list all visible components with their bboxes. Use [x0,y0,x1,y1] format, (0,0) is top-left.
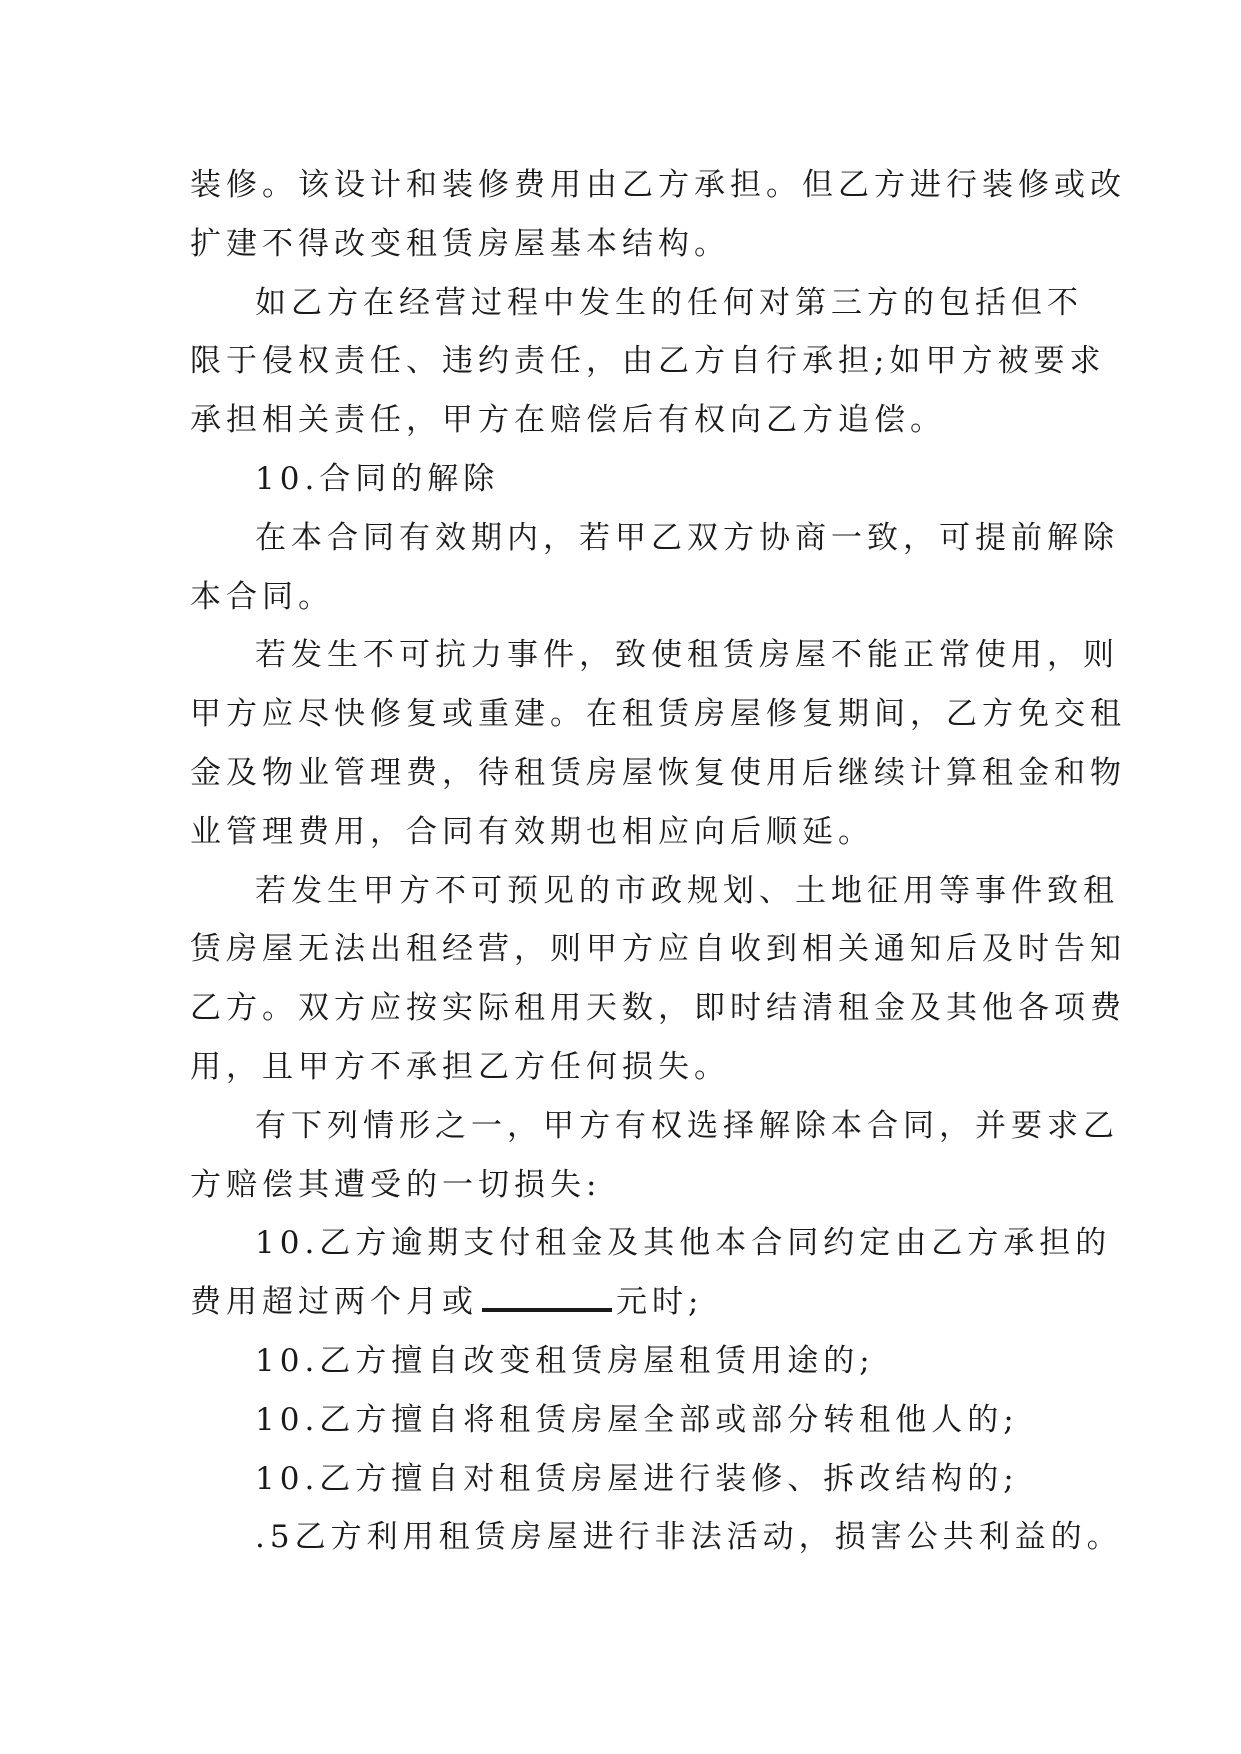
text-line: 限于侵权责任、违约责任，由乙方自行承担;如甲方被要求 [190,343,1106,380]
text-line: 装修。该设计和装修费用由乙方承担。但乙方进行装修或改 [190,167,1126,203]
list-item: 10.乙方擅自将租赁房屋全部或部分转租他人的; [255,1401,1019,1438]
text-line: 乙方。双方应按实际租用天数，即时结清租金及其他各项费 [190,990,1126,1027]
text-line: 业管理费用，合同有效期也相应向后顺延。 [190,813,874,850]
list-item: .5乙方利用租赁房屋进行非法活动，损害公共利益的。 [255,1519,1123,1556]
text-line: 在本合同有效期内，若甲乙双方协商一致，可提前解除 [255,519,1119,556]
text-line: 赁房屋无法出租经营，则甲方应自收到相关通知后及时告知 [190,931,1126,968]
section-heading: 10.合同的解除 [255,460,500,497]
text-line: 本合同。 [190,578,334,615]
text-line: 若发生不可抗力事件，致使租赁房屋不能正常使用，则 [255,637,1119,674]
text-segment: 费用超过两个月或 [190,1284,478,1321]
text-line: 如乙方在经营过程中发生的任何对第三方的包括但不 [255,284,1083,321]
list-item: 10.乙方擅自改变租赁房屋租赁用途的; [255,1342,875,1379]
text-line: 扩建不得改变租赁房屋基本结构。 [190,225,730,262]
document-body [190,156,1126,1567]
text-line: 金及物业管理费，待租赁房屋恢复使用后继续计算租金和物 [190,754,1126,791]
text-segment: 元时; [616,1284,704,1321]
list-item: 10.乙方擅自对租赁房屋进行装修、拆改结构的; [255,1460,1019,1497]
text-line: 方赔偿其遭受的一切损失: [190,1166,602,1203]
text-line: 承担相关责任，甲方在赔偿后有权向乙方追偿。 [190,402,946,439]
list-item: 10.乙方逾期支付租金及其他本合同约定由乙方承担的 [255,1225,1112,1262]
fill-in-blank [482,1278,612,1312]
text-line: 用，且甲方不承担乙方任何损失。 [190,1048,730,1085]
text-line: 若发生甲方不可预见的市政规划、土地征用等事件致租 [255,872,1119,909]
text-line-with-blank [190,1273,1090,1332]
text-line: 有下列情形之一，甲方有权选择解除本合同，并要求乙 [255,1107,1119,1144]
text-line: 甲方应尽快修复或重建。在租赁房屋修复期间，乙方免交租 [190,696,1126,733]
